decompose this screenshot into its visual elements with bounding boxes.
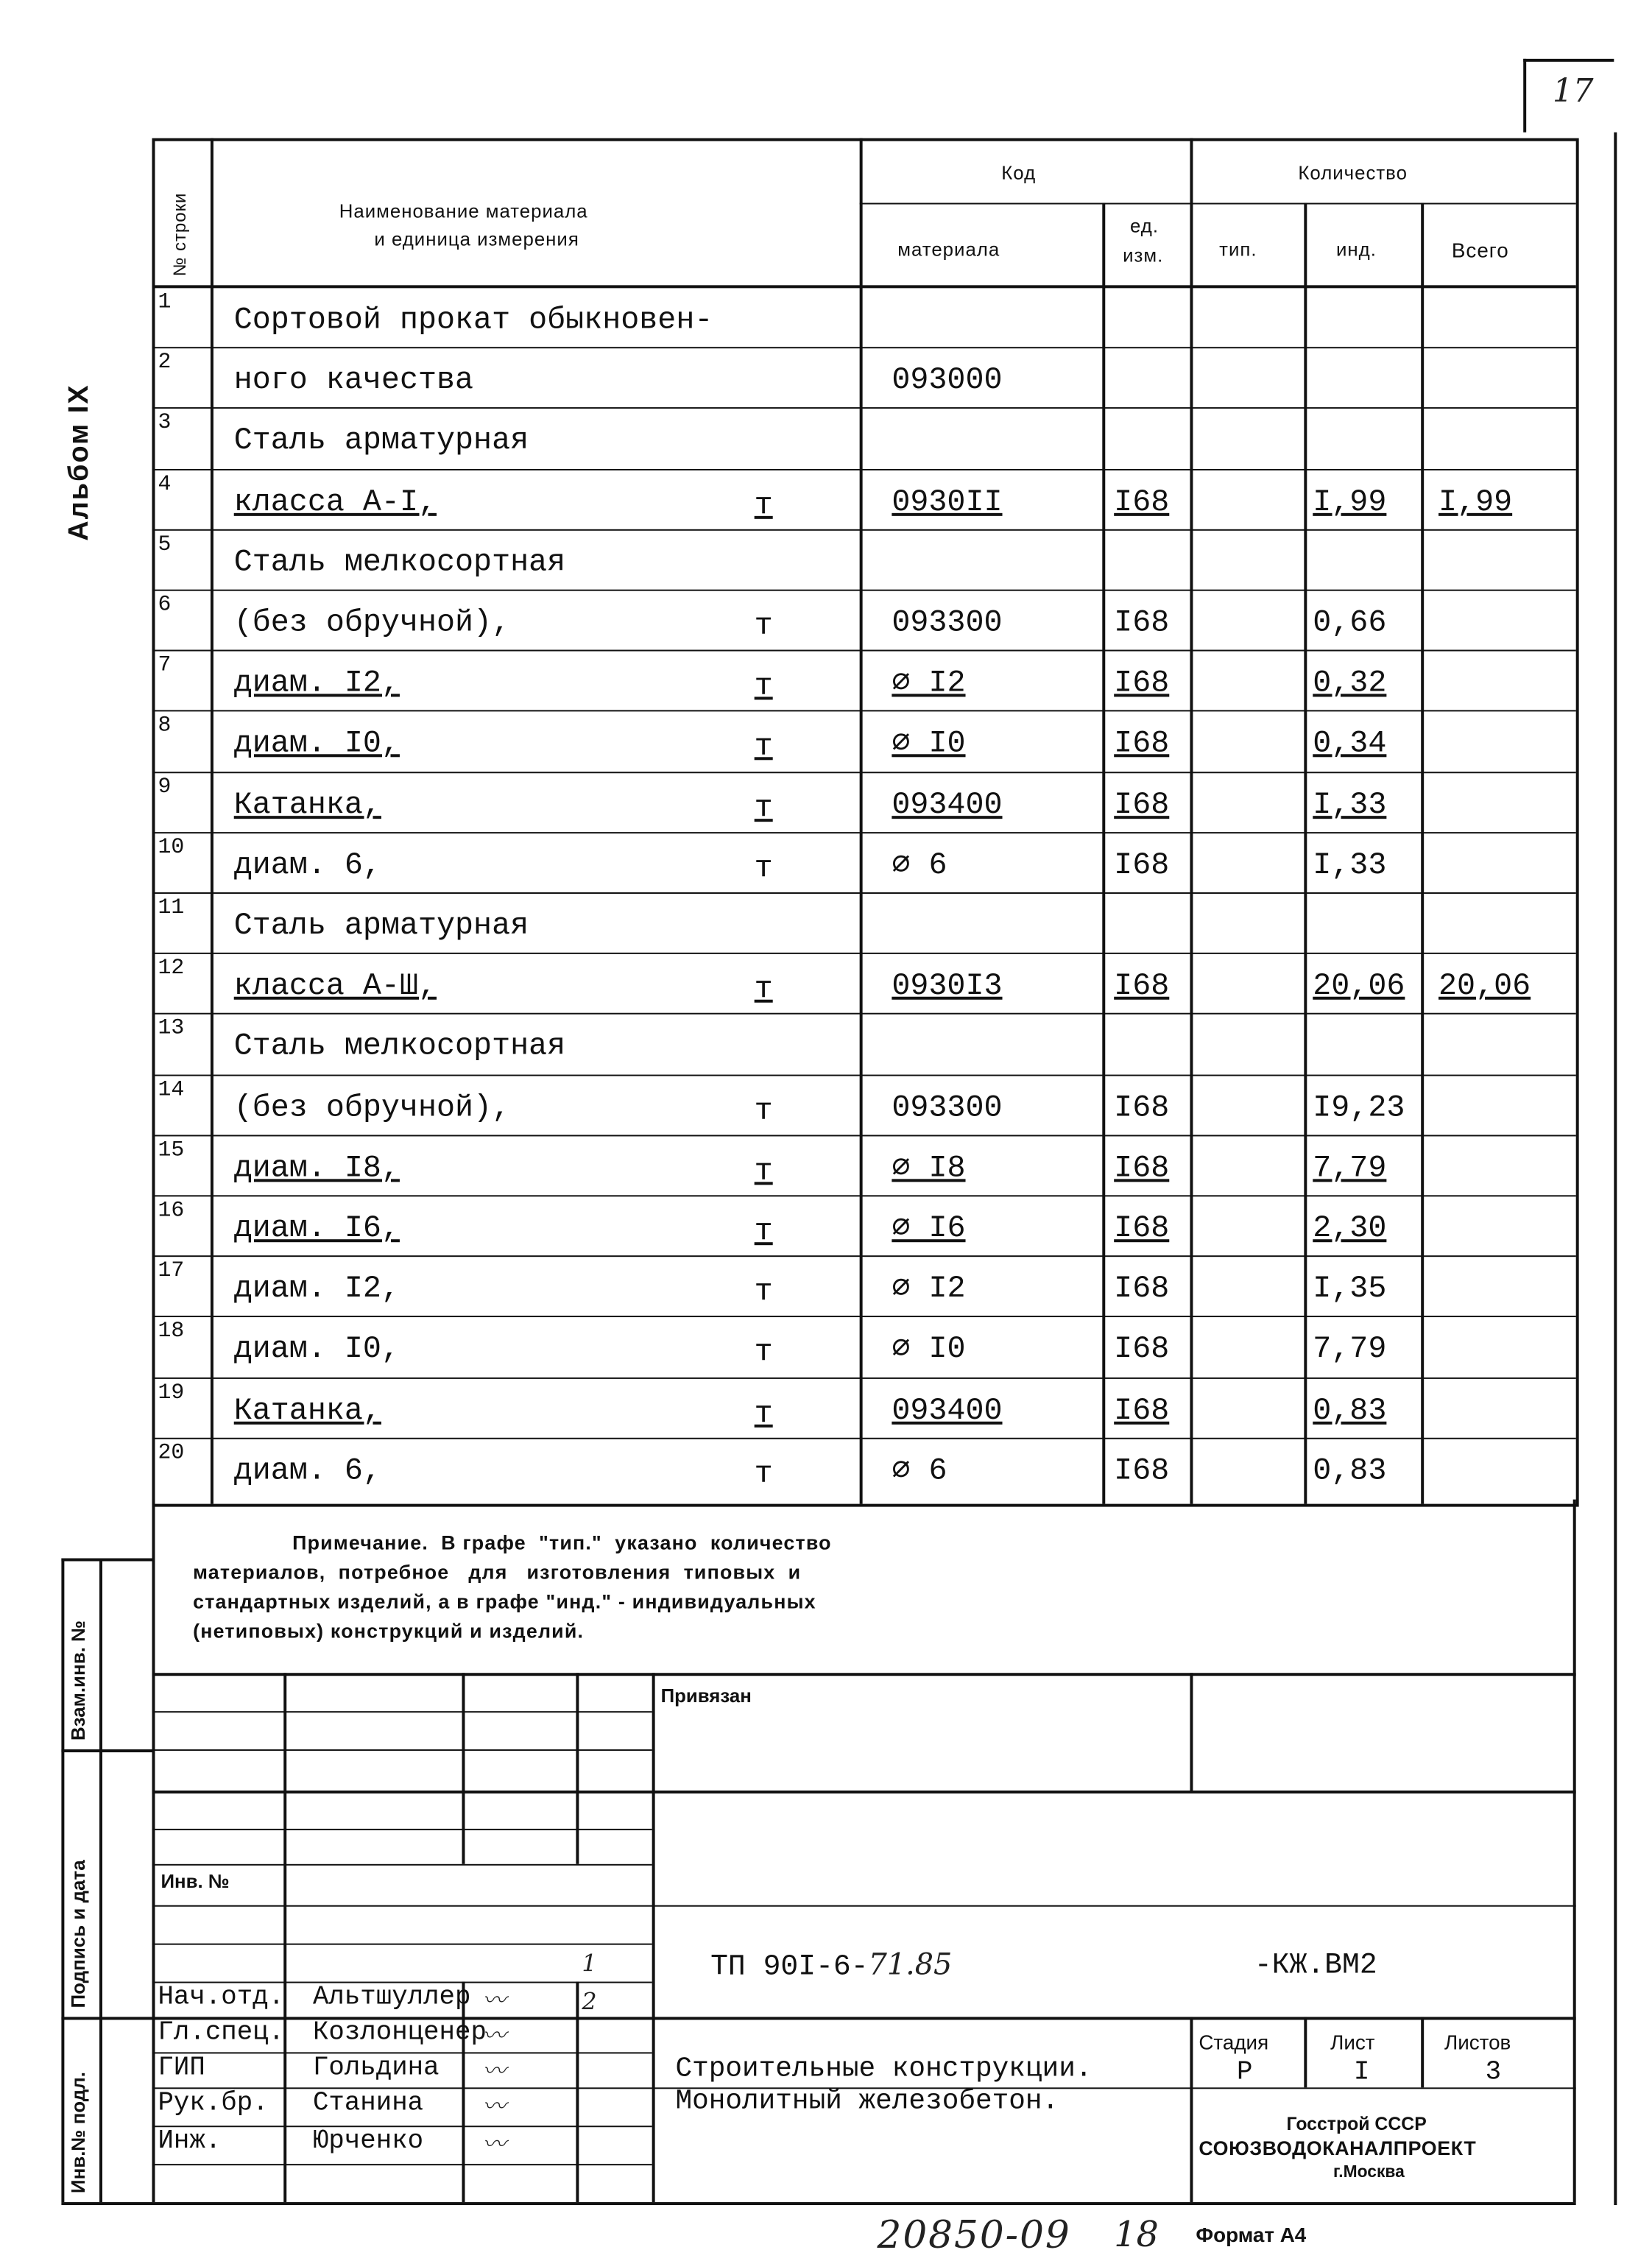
- unit-code: I68: [1114, 1394, 1170, 1428]
- side-strip-line-2: [61, 2017, 155, 2020]
- material-code: ∅ I2: [892, 1273, 966, 1308]
- note-line-2: материалов, потребное для изготовления типовых и: [193, 1561, 802, 1584]
- row-divider: [152, 1014, 1576, 1015]
- col-line-rownum: [211, 138, 213, 1504]
- sheet-value: I: [1353, 2058, 1370, 2088]
- material-name: Катанка,: [233, 1394, 381, 1428]
- org-line-3: г.Москва: [1333, 2164, 1405, 2182]
- material-name: Сталь мелкосортная: [233, 1031, 566, 1065]
- row-divider: [152, 1135, 1576, 1136]
- material-code: ∅ I0: [892, 1333, 966, 1368]
- material-name: диам. I6,: [233, 1213, 400, 1247]
- material-code: ∅ I2: [892, 667, 966, 702]
- handwritten-signature: 〰: [482, 2130, 506, 2159]
- unit-code: I68: [1114, 1152, 1170, 1186]
- material-name: диам. I2,: [233, 1273, 400, 1308]
- stage-label: Стадия: [1199, 2030, 1269, 2054]
- material-unit: т: [754, 852, 773, 886]
- material-code: 093000: [892, 364, 1003, 399]
- row-number: 7: [158, 652, 172, 678]
- side-label-vzam: Взам.инв. №: [67, 1620, 90, 1741]
- material-unit: т: [754, 1155, 773, 1189]
- stamp-row-5: [152, 1864, 652, 1866]
- note-line-4: (нетиповых) конструкций и изделий.: [193, 1620, 585, 1643]
- sheet-label: Лист: [1330, 2030, 1375, 2054]
- unit-code: I68: [1114, 607, 1170, 641]
- row-divider: [152, 1377, 1576, 1378]
- row-divider: [152, 1316, 1576, 1318]
- material-unit: т: [754, 1216, 773, 1250]
- signature-name: Гольдина: [312, 2053, 440, 2084]
- material-unit: т: [754, 1276, 773, 1311]
- material-code: ∅ I0: [892, 728, 966, 763]
- footer-page: 18: [1114, 2214, 1159, 2255]
- unit-code: I68: [1114, 1455, 1170, 1489]
- album-label: Альбом IX: [64, 384, 96, 541]
- header-bottom-line: [152, 285, 1576, 288]
- title-line-2: Монолитный железобетон.: [675, 2084, 1059, 2117]
- material-name: диам. 6,: [233, 1455, 381, 1489]
- signature-role: ГИП: [158, 2053, 205, 2084]
- unit-code: I68: [1114, 486, 1170, 521]
- unit-code: I68: [1114, 789, 1170, 823]
- header-code: Код: [1001, 161, 1037, 184]
- org-line-2: СОЮЗВОДОКАНАЛПРОЕКТ: [1199, 2137, 1477, 2160]
- material-code: ∅ 6: [892, 1455, 947, 1489]
- stamp-row-4: [152, 1829, 652, 1830]
- header-code-unit-1: ед.: [1130, 214, 1159, 237]
- unit-code: I68: [1114, 849, 1170, 883]
- col-line-unit: [1190, 138, 1193, 1504]
- doc-code: [710, 1947, 952, 1985]
- material-name: класса А-Ш,: [233, 970, 437, 1005]
- qty-ind: 0,32: [1313, 667, 1387, 702]
- row-number: 9: [158, 774, 172, 800]
- header-name-line2: и единица измерения: [374, 227, 579, 250]
- stamp-col-privyazan-r: [1190, 1673, 1193, 1791]
- stamp-row-13: [152, 2164, 652, 2165]
- row-divider: [152, 1256, 1576, 1258]
- frame-right-table: [1573, 1500, 1576, 2202]
- left-outer-frame: [152, 1500, 155, 2202]
- material-name: (без обручной),: [233, 607, 511, 641]
- stamp-col-3: [576, 1673, 579, 1864]
- side-label-podpis: Подпись и дата: [67, 1860, 90, 2008]
- material-unit: т: [754, 1094, 773, 1129]
- row-number: 19: [158, 1380, 185, 1405]
- unit-code: I68: [1114, 667, 1170, 702]
- unit-code: I68: [1114, 1213, 1170, 1247]
- doc-code-right: -КЖ.ВМ2: [1254, 1949, 1377, 1983]
- material-name: ного качества: [233, 364, 474, 399]
- signature-name: Станина: [312, 2089, 424, 2119]
- material-unit: т: [754, 791, 773, 826]
- material-name: Сталь арматурная: [233, 909, 529, 944]
- doc-code-hand: 71.85: [868, 1946, 953, 1982]
- qty-ind: I9,23: [1313, 1091, 1405, 1126]
- title-line-1: Строительные конструкции.: [675, 2052, 1092, 2085]
- header-name-line1: Наименование материала: [339, 200, 588, 222]
- qty-ind: I,99: [1313, 486, 1387, 521]
- qty-ind: I,33: [1313, 849, 1387, 883]
- stamp-col-2: [462, 1673, 465, 1864]
- qty-ind: 0,66: [1313, 607, 1387, 641]
- material-name: Сталь мелкосортная: [233, 546, 566, 581]
- material-name: класса А-I,: [233, 486, 437, 521]
- material-unit: т: [754, 1458, 773, 1492]
- stamp-row-6: [152, 1905, 1576, 1907]
- row-divider: [152, 468, 1576, 470]
- material-name: диам. I8,: [233, 1152, 400, 1186]
- tick-2: 2: [582, 1987, 597, 2016]
- stamp-col-4: [652, 1673, 655, 2202]
- qty-ind: 0,83: [1313, 1455, 1387, 1489]
- qty-ind: 2,30: [1313, 1213, 1387, 1247]
- stamp-row-2: [152, 1749, 652, 1751]
- handwritten-signature: 〰: [482, 1986, 506, 2014]
- row-number: 20: [158, 1440, 185, 1466]
- qty-ind: 0,83: [1313, 1394, 1387, 1428]
- inv-no-label: Инв. №: [160, 1869, 230, 1892]
- header-mid-line: [860, 203, 1576, 205]
- material-name: (без обручной),: [233, 1091, 511, 1126]
- row-number: 5: [158, 532, 172, 557]
- row-number: 1: [158, 289, 172, 315]
- row-divider: [152, 892, 1576, 894]
- material-name: Катанка,: [233, 789, 381, 823]
- material-name: диам. I0,: [233, 728, 400, 763]
- unit-code: I68: [1114, 1273, 1170, 1308]
- stamp-col-2b: [462, 1982, 465, 2203]
- note-text: [193, 1529, 832, 1647]
- stamp-col-sheet-r: [1421, 2017, 1424, 2087]
- row-number: 4: [158, 471, 172, 497]
- footer-format: Формат А4: [1196, 2223, 1307, 2246]
- stamp-col-1: [283, 1673, 286, 2202]
- unit-code: I68: [1114, 1333, 1170, 1368]
- material-code: ∅ 6: [892, 849, 947, 883]
- sheets-label: Листов: [1444, 2030, 1511, 2054]
- signature-name: Юрченко: [312, 2127, 424, 2157]
- stamp-row-7: [152, 1944, 652, 1945]
- row-divider: [152, 650, 1576, 652]
- signature-name: Альтшуллер: [312, 1983, 471, 2013]
- stamp-col-3b: [576, 1982, 579, 2203]
- material-unit: т: [754, 670, 773, 705]
- row-number: 15: [158, 1137, 185, 1163]
- row-divider: [152, 1074, 1576, 1076]
- side-strip-mid: [99, 1559, 102, 2203]
- signature-role: Рук.бр.: [158, 2089, 269, 2119]
- unit-code: I68: [1114, 970, 1170, 1005]
- qty-ind: 20,06: [1313, 970, 1405, 1005]
- material-code: 093300: [892, 1091, 1003, 1126]
- signature-role: Нач.отд.: [158, 1983, 285, 2013]
- row-number: 8: [158, 713, 172, 739]
- qty-total: 20,06: [1439, 970, 1531, 1005]
- qty-total: I,99: [1439, 486, 1513, 521]
- material-code: 093300: [892, 607, 1003, 641]
- footer-inv-number: 20850-09: [877, 2214, 1071, 2258]
- side-strip-top: [61, 1559, 155, 1562]
- qty-ind: I,35: [1313, 1273, 1387, 1308]
- row-divider: [152, 953, 1576, 954]
- row-divider: [152, 832, 1576, 833]
- col-line-ind: [1421, 203, 1424, 1504]
- signature-role: Гл.спец.: [158, 2018, 285, 2048]
- row-number: 10: [158, 834, 185, 860]
- row-divider: [152, 1437, 1576, 1439]
- material-unit: т: [754, 731, 773, 766]
- header-row-no: № строки: [169, 192, 191, 277]
- stamp-col-stage-r: [1304, 2017, 1307, 2087]
- qty-ind: 7,79: [1313, 1152, 1387, 1186]
- qty-ind: 7,79: [1313, 1333, 1387, 1368]
- org-line-1: Госстрой СССР: [1286, 2114, 1427, 2135]
- unit-code: I68: [1114, 1091, 1170, 1126]
- privyazan-label: Привязан: [660, 1685, 752, 1707]
- row-divider: [152, 348, 1576, 349]
- handwritten-signature: 〰: [482, 2056, 506, 2085]
- side-strip-bottom: [61, 2202, 1575, 2205]
- material-unit: т: [754, 489, 773, 523]
- page-number: 17: [1552, 73, 1594, 110]
- col-line-typ: [1304, 203, 1307, 1504]
- row-number: 3: [158, 410, 172, 436]
- stamp-row-3: [152, 1791, 1576, 1793]
- stamp-row-1: [152, 1711, 652, 1712]
- material-code: 093400: [892, 1394, 1003, 1428]
- col-line-name: [860, 138, 863, 1504]
- signature-name: Козлонценер: [312, 2018, 487, 2048]
- row-number: 18: [158, 1319, 185, 1344]
- header-code-unit-2: изм.: [1123, 244, 1164, 267]
- note-line-3: стандартных изделий, а в графе "инд." - индивидуальных: [193, 1590, 816, 1613]
- header-qty-typ: тип.: [1219, 238, 1257, 261]
- note-line-1: Примечание. В графе "тип." указано количество: [292, 1531, 832, 1554]
- row-number: 11: [158, 895, 185, 920]
- header-quantity: Количество: [1298, 161, 1408, 184]
- material-code: 093400: [892, 789, 1003, 823]
- material-unit: т: [754, 1397, 773, 1431]
- qty-ind: 0,34: [1313, 728, 1387, 763]
- row-divider: [152, 771, 1576, 772]
- material-name: диам. I0,: [233, 1333, 400, 1368]
- row-divider: [152, 590, 1576, 591]
- material-name: диам. 6,: [233, 849, 381, 883]
- side-strip-left: [61, 1559, 64, 2203]
- unit-code: I68: [1114, 728, 1170, 763]
- note-bottom-line: [152, 1673, 1576, 1676]
- row-divider: [152, 529, 1576, 530]
- material-unit: т: [754, 1336, 773, 1371]
- row-number: 12: [158, 956, 185, 981]
- material-code: ∅ I8: [892, 1152, 966, 1186]
- row-number: 6: [158, 592, 172, 618]
- material-code: ∅ I6: [892, 1213, 966, 1247]
- side-label-inv-podl: Инв.№ подл.: [67, 2072, 90, 2194]
- qty-ind: I,33: [1313, 789, 1387, 823]
- material-code: 0930I3: [892, 970, 1003, 1005]
- material-name: Сортовой прокат обыкновен-: [233, 304, 713, 339]
- doc-code-left: ТП 90I-6-: [710, 1950, 869, 1985]
- material-name: Сталь арматурная: [233, 425, 529, 459]
- signature-role: Инж.: [158, 2127, 222, 2157]
- frame-right: [1614, 133, 1617, 2205]
- handwritten-signature: 〰: [482, 2092, 506, 2120]
- sheets-value: 3: [1485, 2058, 1502, 2088]
- handwritten-signature: 〰: [482, 2021, 506, 2050]
- header-code-material: материала: [897, 238, 1000, 261]
- row-divider: [152, 710, 1576, 712]
- material-code: 0930II: [892, 486, 1003, 521]
- stage-value: Р: [1236, 2058, 1253, 2088]
- row-divider: [152, 408, 1576, 409]
- tick-1: 1: [582, 1949, 597, 1978]
- header-qty-ind: инд.: [1336, 238, 1377, 261]
- col-line-code: [1102, 203, 1105, 1504]
- material-name: диам. I2,: [233, 667, 400, 702]
- material-unit: т: [754, 973, 773, 1008]
- row-number: 2: [158, 350, 172, 375]
- stamp-col-title-r: [1190, 2017, 1193, 2202]
- row-number: 16: [158, 1198, 185, 1224]
- side-strip-line-1: [61, 1749, 155, 1752]
- header-qty-total: Всего: [1451, 238, 1509, 262]
- material-unit: т: [754, 610, 773, 644]
- row-number: 13: [158, 1016, 185, 1042]
- row-divider: [152, 1195, 1576, 1196]
- row-number: 14: [158, 1076, 185, 1102]
- row-number: 17: [158, 1258, 185, 1284]
